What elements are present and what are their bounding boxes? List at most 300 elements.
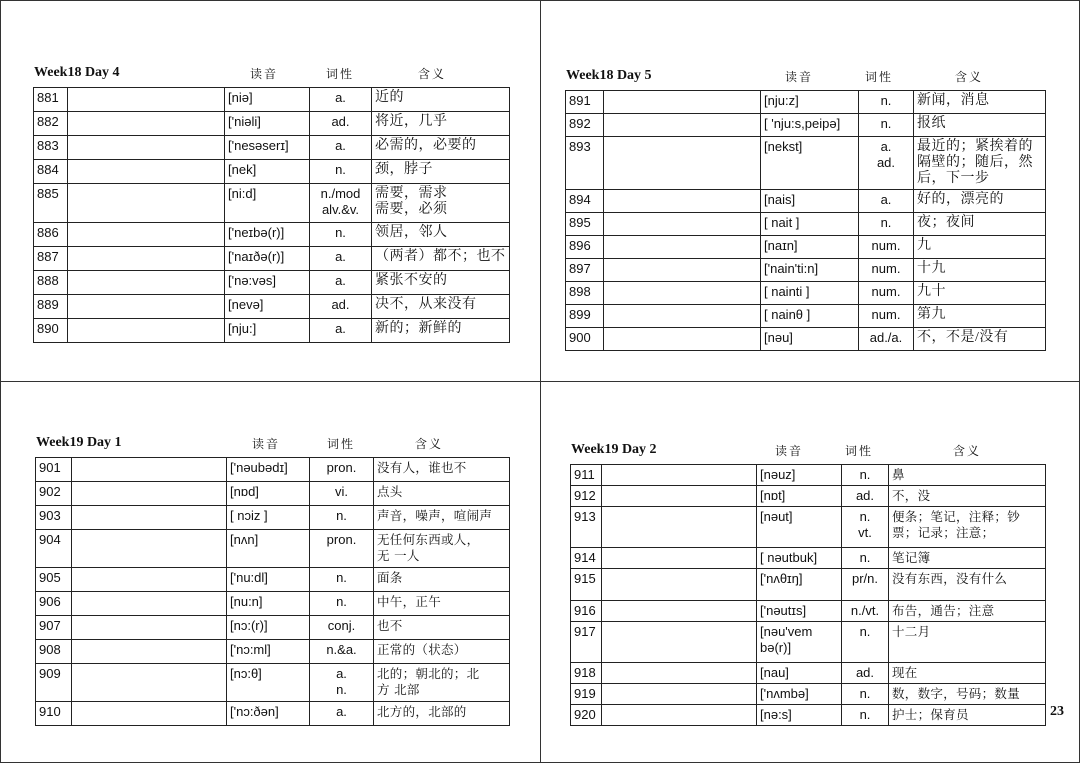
pronunciation [757, 569, 842, 601]
blank-word-cell [604, 236, 761, 259]
blank-word-cell [72, 530, 227, 568]
part-of-speech-text: n./mod alv.&v. [320, 186, 361, 217]
meaning [374, 640, 510, 664]
section-week19-day1 [35, 433, 510, 726]
table-row [571, 663, 1046, 684]
word-number-text: 917 [574, 624, 596, 639]
table-row [571, 684, 1046, 705]
word-number [566, 282, 604, 305]
meaning-text: 北的；朝北的；北 方 北部 [377, 666, 480, 697]
word-number [566, 114, 604, 137]
meaning-text: 便条；笔记，注释；钞 票；记录；注意； [892, 509, 1021, 540]
blank-word-cell [72, 616, 227, 640]
part-of-speech-text: n. [859, 686, 871, 701]
part-of-speech [310, 568, 374, 592]
section-week18-day5 [565, 66, 1046, 351]
meaning-text: 十二月 [892, 624, 931, 639]
part-of-speech-text: pron. [326, 460, 357, 475]
pronunciation [227, 530, 310, 568]
part-of-speech-text: n. [880, 93, 892, 108]
pronunciation-text: [ni:d] [228, 186, 257, 201]
table-row [566, 213, 1046, 236]
pronunciation-text: [ nait ] [764, 215, 800, 230]
section-week18-day4 [33, 63, 510, 343]
word-number [36, 616, 72, 640]
blank-word-cell [72, 702, 227, 726]
part-of-speech-text: n. vt. [858, 509, 872, 540]
pronunciation-text: ['nəubədɪ] [230, 460, 288, 475]
table-row [36, 482, 510, 506]
meaning [889, 569, 1046, 601]
section-header [570, 440, 1046, 464]
blank-word-cell [68, 271, 225, 295]
blank-word-cell [604, 305, 761, 328]
word-number-text: 886 [37, 225, 59, 240]
pronunciation [225, 223, 310, 247]
pronunciation-text: ['nəutɪs] [760, 603, 807, 618]
meaning-text: 护士；保育员 [892, 707, 969, 722]
blank-word-cell [604, 328, 761, 351]
pronunciation [761, 282, 859, 305]
meaning [914, 328, 1046, 351]
column-header-pos: 词性 [326, 67, 355, 81]
pronunciation [757, 684, 842, 705]
pronunciation-text: ['nʌmbə] [760, 686, 809, 701]
vocab-table [35, 457, 510, 726]
pronunciation-text: [nu:n] [230, 594, 263, 609]
blank-word-cell [604, 137, 761, 190]
meaning [889, 548, 1046, 569]
word-number [34, 136, 68, 160]
pronunciation-text: [nek] [228, 162, 257, 177]
word-number-text: 906 [39, 594, 61, 609]
blank-word-cell [68, 319, 225, 343]
pronunciation [227, 702, 310, 726]
blank-word-cell [68, 136, 225, 160]
table-row [571, 569, 1046, 601]
meaning-text: 十九 [917, 261, 946, 276]
part-of-speech-text: ad. [331, 114, 350, 129]
part-of-speech-text: num. [871, 284, 901, 299]
meaning [914, 137, 1046, 190]
pronunciation-text: [nʌn] [230, 532, 259, 547]
meaning-text: 北方的，北部的 [377, 704, 467, 719]
pronunciation [227, 458, 310, 482]
table-row [566, 137, 1046, 190]
word-number-text: 901 [39, 460, 61, 475]
word-number-text: 881 [37, 90, 59, 105]
meaning [372, 136, 510, 160]
pronunciation-text: [ nainθ ] [764, 307, 811, 322]
section-header [33, 63, 510, 87]
meaning-text: 点头 [377, 484, 403, 499]
blank-word-cell [72, 506, 227, 530]
word-number [566, 328, 604, 351]
table-row [566, 305, 1046, 328]
pronunciation [227, 664, 310, 702]
column-header-pos: 词性 [845, 444, 874, 458]
word-number [571, 465, 602, 486]
word-number-text: 912 [574, 488, 596, 503]
table-row [34, 223, 510, 247]
meaning [372, 88, 510, 112]
part-of-speech [310, 702, 374, 726]
horizontal-divider [0, 381, 1080, 382]
part-of-speech [859, 305, 914, 328]
table-row [34, 295, 510, 319]
word-number [566, 137, 604, 190]
column-header-pos: 词性 [865, 70, 894, 84]
pronunciation [757, 663, 842, 684]
word-number-text: 898 [569, 284, 591, 299]
part-of-speech-text: n.&a. [326, 642, 357, 657]
pronunciation [761, 213, 859, 236]
pronunciation [227, 482, 310, 506]
part-of-speech [310, 482, 374, 506]
meaning-text: 紧张不安的 [375, 273, 448, 288]
meaning-text: 决不，从来没有 [375, 297, 477, 312]
word-number [566, 236, 604, 259]
pronunciation [757, 601, 842, 622]
blank-word-cell [68, 247, 225, 271]
word-number [571, 486, 602, 507]
blank-word-cell [68, 223, 225, 247]
meaning [374, 592, 510, 616]
pronunciation-text: ['nain'ti:n] [764, 261, 819, 276]
word-number [571, 705, 602, 726]
word-number [36, 506, 72, 530]
word-number-text: 913 [574, 509, 596, 524]
page-number: 23 [1050, 704, 1064, 719]
meaning-text: 报纸 [917, 116, 946, 131]
column-header-pos: 词性 [327, 437, 356, 451]
part-of-speech-text: n. [336, 594, 347, 609]
pronunciation-text: [ 'nju:s,peipə] [764, 116, 841, 131]
column-header-pron: 读音 [250, 67, 279, 81]
part-of-speech-text: a. [335, 90, 346, 105]
pronunciation-text: [ nɔiz ] [230, 508, 268, 523]
part-of-speech-text: num. [871, 307, 901, 322]
part-of-speech [310, 592, 374, 616]
table-row [36, 616, 510, 640]
word-number-text: 914 [574, 550, 596, 565]
part-of-speech-text: a. [336, 704, 347, 719]
meaning-text: （两者）都不；也不 [375, 249, 506, 264]
word-number [566, 305, 604, 328]
blank-word-cell [602, 548, 757, 569]
table-row [34, 160, 510, 184]
part-of-speech [859, 137, 914, 190]
part-of-speech-text: n. [335, 162, 346, 177]
word-number-text: 891 [569, 93, 591, 108]
part-of-speech [842, 663, 889, 684]
pronunciation-text: [nju:z] [764, 93, 799, 108]
pronunciation [761, 305, 859, 328]
table-row [34, 247, 510, 271]
column-header-meaning: 含义 [953, 444, 982, 458]
pronunciation [225, 136, 310, 160]
blank-word-cell [602, 486, 757, 507]
part-of-speech [842, 569, 889, 601]
word-number-text: 885 [37, 186, 59, 201]
pronunciation [225, 319, 310, 343]
blank-word-cell [602, 507, 757, 548]
part-of-speech [310, 319, 372, 343]
part-of-speech [310, 295, 372, 319]
meaning [914, 190, 1046, 213]
pronunciation-text: [nɔ:(r)] [230, 618, 268, 633]
pronunciation-text: ['nesəserɪ] [228, 138, 289, 153]
blank-word-cell [604, 114, 761, 137]
vocab-table [570, 464, 1046, 726]
pronunciation-text: [nevə] [228, 297, 264, 312]
part-of-speech-text: n. [859, 550, 871, 565]
word-number [566, 213, 604, 236]
part-of-speech [310, 530, 374, 568]
word-number [571, 548, 602, 569]
part-of-speech-text: pr/n. [851, 571, 878, 586]
pronunciation [227, 506, 310, 530]
word-number [34, 295, 68, 319]
pronunciation-text: [nəu] [764, 330, 793, 345]
pronunciation [227, 592, 310, 616]
table-row [566, 91, 1046, 114]
part-of-speech [310, 112, 372, 136]
word-number-text: 908 [39, 642, 61, 657]
pronunciation [225, 247, 310, 271]
word-number-text: 909 [39, 666, 61, 681]
table-row [36, 530, 510, 568]
word-number-text: 904 [39, 532, 61, 547]
pronunciation-text: [nə:s] [760, 707, 792, 722]
meaning-text: 中午，正午 [377, 594, 442, 609]
part-of-speech-text: ad. [855, 488, 875, 503]
pronunciation [757, 507, 842, 548]
pronunciation [757, 548, 842, 569]
word-number-text: 903 [39, 508, 61, 523]
pronunciation-text: ['neɪbə(r)] [228, 225, 285, 240]
part-of-speech-text: a. n. [336, 666, 347, 697]
part-of-speech [842, 622, 889, 663]
word-number-text: 900 [569, 330, 591, 345]
table-row [571, 601, 1046, 622]
table-row [566, 282, 1046, 305]
meaning [372, 160, 510, 184]
word-number [571, 569, 602, 601]
pronunciation-text: [nekst] [764, 139, 803, 154]
word-number-text: 918 [574, 665, 596, 680]
meaning [914, 282, 1046, 305]
part-of-speech-text: n./vt. [850, 603, 880, 618]
meaning-text: 面条 [377, 570, 403, 585]
part-of-speech [842, 465, 889, 486]
section-title: Week19 Day 1 [36, 435, 122, 450]
part-of-speech-text: a. [335, 249, 346, 264]
vocab-table [565, 90, 1046, 351]
table-row [571, 507, 1046, 548]
pronunciation [225, 184, 310, 223]
meaning [374, 506, 510, 530]
blank-word-cell [602, 465, 757, 486]
table-row [34, 136, 510, 160]
pronunciation-text: ['nu:dl] [230, 570, 268, 585]
part-of-speech-text: num. [871, 261, 901, 276]
meaning-text: 声音，噪声，喧闹声 [377, 508, 493, 523]
blank-word-cell [604, 190, 761, 213]
word-number [566, 190, 604, 213]
table-row [36, 506, 510, 530]
table-row [36, 664, 510, 702]
meaning-text: 没有人，谁也不 [377, 460, 467, 475]
pronunciation-text: [ nainti ] [764, 284, 810, 299]
section-title: Week18 Day 4 [34, 65, 120, 80]
meaning-text: 现在 [892, 665, 918, 680]
blank-word-cell [602, 622, 757, 663]
word-number-text: 916 [574, 603, 596, 618]
part-of-speech-text: a. [335, 273, 346, 288]
blank-word-cell [72, 592, 227, 616]
part-of-speech [859, 282, 914, 305]
meaning [914, 91, 1046, 114]
part-of-speech [842, 705, 889, 726]
meaning-text: 不，没 [892, 488, 931, 503]
part-of-speech [842, 601, 889, 622]
blank-word-cell [604, 282, 761, 305]
blank-word-cell [72, 458, 227, 482]
section-week19-day2 [570, 440, 1046, 726]
part-of-speech-text: a. [880, 192, 892, 207]
pronunciation-text: [nɒd] [230, 484, 259, 499]
meaning-text: 无任何东西或人， 无 一人 [377, 532, 480, 563]
meaning [372, 184, 510, 223]
part-of-speech-text: a. [335, 138, 346, 153]
column-header-meaning: 含义 [418, 67, 447, 81]
blank-word-cell [72, 640, 227, 664]
part-of-speech [842, 486, 889, 507]
pronunciation [225, 295, 310, 319]
meaning [914, 114, 1046, 137]
word-number [34, 271, 68, 295]
pronunciation-text: [nɒt] [760, 488, 786, 503]
table-row [571, 622, 1046, 663]
word-number [34, 88, 68, 112]
table-row [36, 592, 510, 616]
word-number [36, 592, 72, 616]
word-number [571, 601, 602, 622]
part-of-speech-text: n. [880, 215, 892, 230]
part-of-speech [859, 91, 914, 114]
pronunciation-text: ['naɪðə(r)] [228, 249, 285, 264]
pronunciation [225, 160, 310, 184]
word-number-text: 883 [37, 138, 59, 153]
blank-word-cell [602, 705, 757, 726]
part-of-speech-text: ad./a. [869, 330, 903, 345]
meaning-text: 也不 [377, 618, 403, 633]
word-number-text: 892 [569, 116, 591, 131]
meaning-text: 不，不是/没有 [917, 330, 1009, 345]
pronunciation [761, 328, 859, 351]
meaning-text: 数，数字，号码；数量 [892, 686, 1021, 701]
blank-word-cell [602, 569, 757, 601]
word-number-text: 895 [569, 215, 591, 230]
meaning-text: 新闻，消息 [917, 93, 990, 108]
pronunciation-text: ['nɔ:ðən] [230, 704, 279, 719]
word-number-text: 911 [574, 467, 595, 482]
meaning [914, 236, 1046, 259]
table-row [36, 458, 510, 482]
pronunciation [225, 112, 310, 136]
word-number [36, 702, 72, 726]
word-number [34, 160, 68, 184]
part-of-speech [310, 664, 374, 702]
word-number-text: 920 [574, 707, 596, 722]
part-of-speech-text: a. [335, 321, 346, 336]
meaning [372, 112, 510, 136]
word-number-text: 896 [569, 238, 591, 253]
pronunciation [757, 465, 842, 486]
part-of-speech [859, 259, 914, 282]
meaning [374, 664, 510, 702]
table-row [571, 548, 1046, 569]
part-of-speech [310, 640, 374, 664]
part-of-speech [859, 213, 914, 236]
word-number-text: 889 [37, 297, 59, 312]
meaning [372, 271, 510, 295]
pronunciation-text: [nau] [760, 665, 789, 680]
meaning [889, 507, 1046, 548]
blank-word-cell [68, 112, 225, 136]
meaning-text: 将近，几乎 [375, 114, 448, 129]
blank-word-cell [68, 184, 225, 223]
column-header-pron: 读音 [252, 437, 281, 451]
part-of-speech [310, 458, 374, 482]
table-row [566, 236, 1046, 259]
part-of-speech-text: a. ad. [876, 139, 896, 170]
word-number [34, 247, 68, 271]
word-number [571, 622, 602, 663]
part-of-speech [859, 114, 914, 137]
pronunciation-text: [nɔ:θ] [230, 666, 262, 681]
meaning [374, 702, 510, 726]
word-number [36, 640, 72, 664]
part-of-speech-text: conj. [327, 618, 356, 633]
table-row [566, 259, 1046, 282]
pronunciation-text: [nəuz] [760, 467, 796, 482]
meaning-text: 最近的；紧挨着的 隔壁的；随后，然 后，下一步 [917, 139, 1033, 186]
pronunciation-text: ['nʌθɪŋ] [760, 571, 803, 586]
part-of-speech [310, 271, 372, 295]
meaning-text: 没有东西，没有什么 [892, 571, 1008, 586]
table-row [36, 640, 510, 664]
pronunciation-text: ['nɔ:ml] [230, 642, 271, 657]
meaning-text: 需要，需求 需要，必须 [375, 186, 448, 217]
pronunciation-text: [nəut] [760, 509, 793, 524]
meaning [372, 295, 510, 319]
meaning [372, 247, 510, 271]
part-of-speech [310, 136, 372, 160]
part-of-speech-text: vi. [335, 484, 348, 499]
part-of-speech-text: pron. [326, 532, 357, 547]
meaning-text: 好的，漂亮的 [917, 192, 1004, 207]
pronunciation-text: ['niəli] [228, 114, 261, 129]
table-row [34, 88, 510, 112]
word-number [571, 663, 602, 684]
pronunciation [225, 271, 310, 295]
word-number [571, 507, 602, 548]
part-of-speech [310, 184, 372, 223]
word-number-text: 910 [39, 704, 61, 719]
meaning [889, 684, 1046, 705]
